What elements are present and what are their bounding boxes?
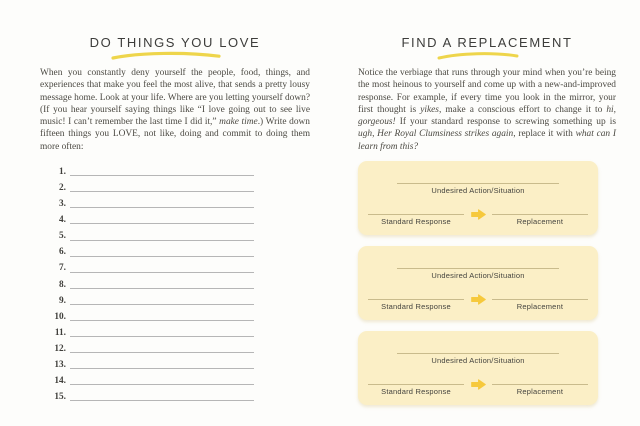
list-item-number: 1.	[59, 166, 66, 177]
list-item-number: 10.	[54, 311, 66, 322]
list-item-number: 7.	[59, 263, 66, 274]
list-item-write-line[interactable]	[70, 191, 254, 192]
undesired-section	[397, 344, 559, 365]
response-section	[368, 205, 588, 226]
list-item-number: 5.	[59, 231, 66, 242]
right-arrow-icon	[464, 290, 492, 305]
list-item-number: 12.	[54, 343, 66, 354]
standard-response-label: Standard Response	[381, 217, 451, 227]
list-item-write-line[interactable]	[70, 384, 254, 385]
list-item-number: 2.	[59, 182, 66, 193]
list-item	[52, 372, 254, 388]
list-item-number: 4.	[59, 215, 66, 226]
replacement-label: Replacement	[516, 302, 564, 312]
intro-paragraph: Notice the verbiage that runs through your mind when you’re being the most heinous to yourself and come up with a new-and-improved response. For example, if every time you look in the mirror, your first thought is yikes, make a conscious effort to change it to hi, gorgeous! If your standard response to screwing something up is ugh, Her Royal Clumsiness strikes again, replace it with what can I learn from this?	[358, 68, 616, 152]
replacement-write-line[interactable]	[492, 205, 588, 215]
list-item-write-line[interactable]	[70, 288, 254, 289]
list-item-number: 11.	[54, 327, 66, 338]
undesired-label: Undesired Action/Situation	[431, 356, 525, 366]
replacement-box	[358, 161, 598, 235]
list-item	[52, 276, 254, 292]
intro-paragraph: When you constantly deny yourself the people, food, things, and experiences that make you feel the most alive, that sends a pretty lousy message home. Look at your life. Where are you letting yourself down? (If you hear yourself saying things like “I love going out to see live music! I can’t remember the last time I did it,” make time.) Write down fifteen things you LOVE, not like, doing and commit to doing them more often:	[40, 68, 310, 152]
undesired-write-line[interactable]	[397, 344, 559, 354]
list-item	[52, 340, 254, 356]
right-arrow-icon	[464, 375, 492, 390]
undesired-write-line[interactable]	[397, 174, 559, 184]
list-item	[52, 227, 254, 243]
standard-response-cell	[368, 205, 464, 226]
replacement-label: Replacement	[516, 217, 564, 227]
standard-response-cell	[368, 290, 464, 311]
page-title: DO THINGS YOU LOVE	[89, 35, 261, 50]
right-page	[320, 0, 640, 426]
list-item	[52, 388, 254, 404]
list-item-write-line[interactable]	[70, 175, 254, 176]
standard-response-write-line[interactable]	[368, 205, 464, 215]
yellow-swoosh-icon	[436, 51, 520, 60]
list-item-write-line[interactable]	[70, 320, 254, 321]
undesired-label: Undesired Action/Situation	[431, 186, 525, 196]
right-page-header	[358, 36, 616, 60]
undesired-section	[397, 259, 559, 280]
list-item	[52, 356, 254, 372]
list-item-write-line[interactable]	[70, 304, 254, 305]
list-item	[52, 211, 254, 227]
replacement-cell	[492, 375, 588, 396]
right-arrow-icon	[464, 205, 492, 220]
list-item	[52, 163, 254, 179]
list-item	[52, 260, 254, 276]
standard-response-label: Standard Response	[381, 302, 451, 312]
page-title: FIND A REPLACEMENT	[401, 35, 573, 50]
replacement-box	[358, 246, 598, 320]
list-item-write-line[interactable]	[70, 207, 254, 208]
list-item	[52, 195, 254, 211]
list-item-write-line[interactable]	[70, 256, 254, 257]
replacement-write-line[interactable]	[492, 290, 588, 300]
list-item	[52, 324, 254, 340]
list-item-number: 6.	[59, 247, 66, 258]
replacement-write-line[interactable]	[492, 375, 588, 385]
list-item-write-line[interactable]	[70, 272, 254, 273]
response-section	[368, 375, 588, 396]
replacement-cell	[492, 205, 588, 226]
undesired-section	[397, 174, 559, 195]
response-section	[368, 290, 588, 311]
list-item-number: 9.	[59, 295, 66, 306]
list-item-write-line[interactable]	[70, 223, 254, 224]
undesired-label: Undesired Action/Situation	[431, 271, 525, 281]
standard-response-write-line[interactable]	[368, 290, 464, 300]
list-item-write-line[interactable]	[70, 240, 254, 241]
undesired-write-line[interactable]	[397, 259, 559, 269]
list-item-write-line[interactable]	[70, 352, 254, 353]
standard-response-label: Standard Response	[381, 387, 451, 397]
list-item-number: 8.	[59, 279, 66, 290]
left-page-header	[40, 36, 310, 60]
yellow-swoosh-icon	[110, 51, 222, 60]
replacement-label: Replacement	[516, 387, 564, 397]
list-item-write-line[interactable]	[70, 400, 254, 401]
replacement-box	[358, 331, 598, 405]
list-item-number: 15.	[54, 392, 66, 403]
list-item-write-line[interactable]	[70, 368, 254, 369]
list-item	[52, 292, 254, 308]
standard-response-cell	[368, 375, 464, 396]
list-item-number: 3.	[59, 199, 66, 210]
list-item-write-line[interactable]	[70, 336, 254, 337]
love-list	[52, 163, 254, 404]
list-item-number: 13.	[54, 360, 66, 370]
standard-response-write-line[interactable]	[368, 375, 464, 385]
list-item	[52, 308, 254, 324]
replacement-boxes	[358, 161, 616, 405]
replacement-cell	[492, 290, 588, 311]
list-item	[52, 179, 254, 195]
list-item	[52, 244, 254, 260]
list-item-number: 14.	[54, 376, 66, 387]
